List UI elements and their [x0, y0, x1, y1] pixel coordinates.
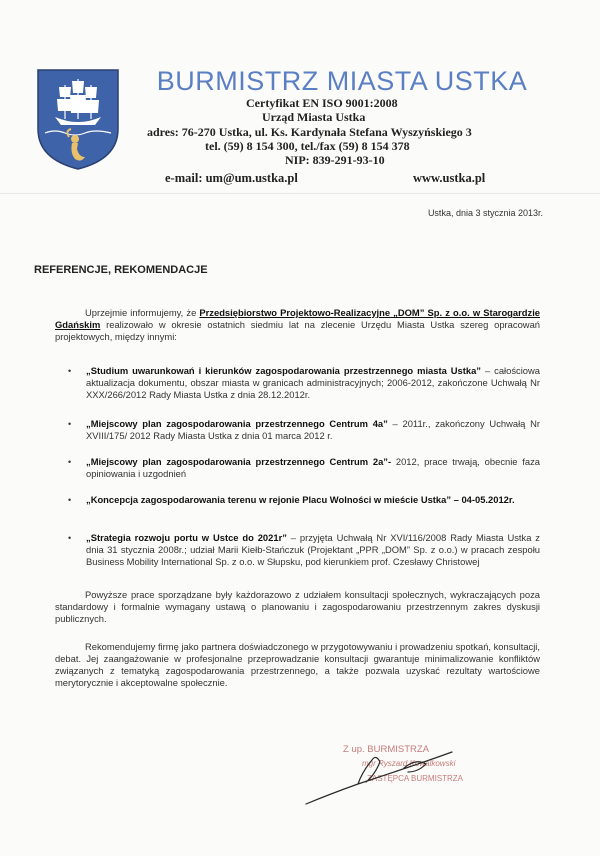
email-line: e-mail: um@um.ustka.pl	[165, 171, 298, 185]
reference-item: „Miejscowy plan zagospodarowania przestrzennego Centrum 2a”- 2012, prace trwają, obecnie faza opiniowania i uzgodnień	[86, 456, 540, 479]
stamp-line-2: mgr Ryszard Kowalkowski	[362, 759, 456, 768]
list-bullet: •	[68, 457, 72, 467]
list-bullet: •	[68, 495, 72, 505]
stamp-line-3: ZASTĘPCA BURMISTRZA	[367, 774, 464, 783]
letter-heading: REFERENCJE, REKOMENDACJE	[34, 264, 208, 276]
list-bullet: •	[68, 366, 72, 376]
list-bullet: •	[68, 419, 72, 429]
office-line: Urząd Miasta Ustka	[262, 110, 366, 124]
header-divider	[0, 193, 600, 194]
reference-item: „Koncepcja zagospodarowania terenu w rejonie Placu Wolności w mieście Ustka” – 04-05.2012r.	[86, 494, 515, 505]
phone-line: tel. (59) 8 154 300, tel./fax (59) 8 154 378	[205, 139, 410, 153]
signature-icon	[300, 742, 470, 810]
address-line: adres: 76-270 Ustka, ul. Ks. Kardynała Stefana Wyszyńskiego 3	[147, 125, 472, 139]
nip-line: NIP: 839-291-93-10	[285, 153, 385, 167]
list-bullet: •	[68, 533, 72, 543]
consultation-paragraph: Powyższe prace sporządzane były każdorazowo z udziałem konsultacji społecznych, wykraczających poza standardowy i formalnie wymagany ustawą o planowaniu i zagospodarowaniu przestrzennym zakres dyskusji publicznych.	[55, 589, 540, 624]
website-line: www.ustka.pl	[413, 171, 486, 185]
reference-item: „Strategia rozwoju portu w Ustce do 2021r” – przyjęta Uchwałą Nr XVI/116/2008 Rady Miasta Ustka z dnia 31 stycznia 2008r.; udział Marii Kiełb-Stańczuk (Projektant „PPR „DOM” Sp. z o.o.) w pracach zespołu Business Mobility International Sp. z o.o. w Słupsku, pod kierunkiem prof. Czesławy Christowej	[86, 532, 540, 567]
letter-date: Ustka, dnia 3 stycznia 2013r.	[427, 208, 543, 218]
certificate-line: Certyfikat EN ISO 9001:2008	[246, 96, 398, 110]
recommendation-paragraph: Rekomendujemy firmę jako partnera doświadczonego w przygotowywaniu i prowadzeniu spotkań, konsultacji, debat. Jej zaangażowanie w profesjonalne przeprowadzanie konsultacji gwarantuje minimalizowanie konfliktów związanych z tematyką zagospodarowania przestrzennego, a także pozwala uzyskać rezultaty wartościowe merytorycznie i akceptowalne społecznie.	[55, 641, 540, 688]
reference-item: „Miejscowy plan zagospodarowania przestrzennego Centrum 4a” – 2011r., zakończony Uchwałą Nr XVIII/175/ 2012 Rady Miasta Ustka z dnia 01 marca 2012 r.	[86, 418, 540, 441]
intro-paragraph: Uprzejmie informujemy, że Przedsiębiorstwo Projektowo-Realizacyjne „DOM” Sp. z o.o. w Starogardzie Gdańskim realizowało w okresie ostatnich siedmiu lat na zlecenie Urzędu Miasta Ustka szereg opracowań projektowych, między innymi:	[55, 307, 541, 342]
mayor-title: BURMISTRZ MIASTA USTKA	[156, 66, 528, 96]
reference-item: „Studium uwarunkowań i kierunków zagospodarowania przestrzennego miasta Ustka” – całościowa aktualizacja dokumentu, obszar miasta w granicach administracyjnych; 2006-2012, zakończone Uchwałą Nr XXX/266/2012 Rady Miasta Ustka z dnia 28.12.2012r.	[86, 365, 540, 400]
stamp-line-1: Z up. BURMISTRZA	[343, 744, 430, 755]
ustka-coat-of-arms-icon	[35, 67, 121, 171]
